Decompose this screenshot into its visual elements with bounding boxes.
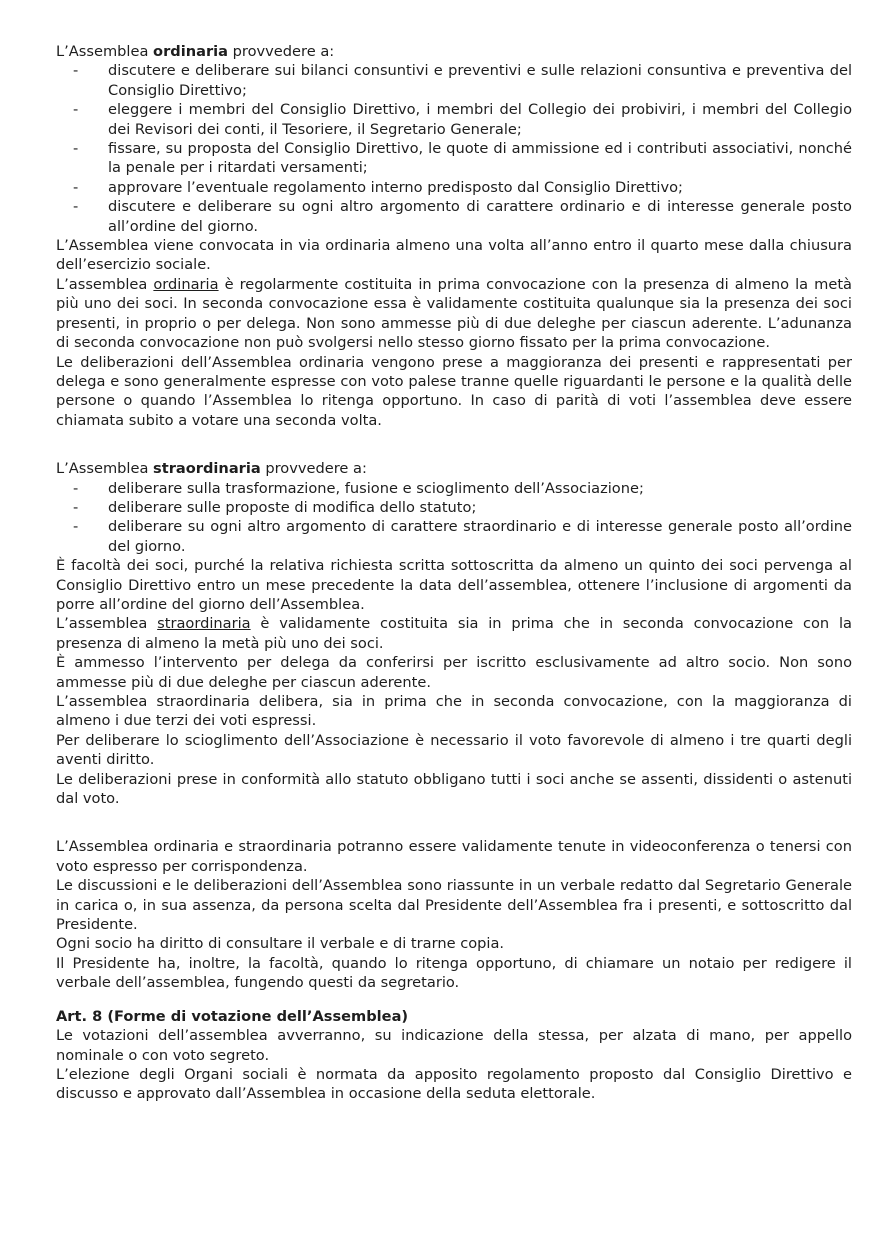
paragraph: È ammesso l’intervento per delega da conferirsi per iscritto esclusivamente ad altro socio. Non sono ammesse più di due deleghe per ciascun aderente.: [56, 654, 852, 691]
spacer: [56, 430, 852, 459]
intro-text: provvedere a:: [228, 43, 335, 60]
extraordinary-assembly-intro: [56, 459, 852, 478]
ordinary-assembly-duties-list: [56, 61, 852, 236]
paragraph: È facoltà dei soci, purché la relativa richiesta scritta sottoscritta da almeno un quinto dei soci pervenga al Consiglio Direttivo entro un mese precedente la data dell’assemblea, ottenere l’inclusione di argomenti da porre all’ordine del giorno dell’Assemblea.: [56, 557, 852, 613]
list-item-text: eleggere i membri del Consiglio Direttivo, i membri del Collegio dei probiviri, i membri del Collegio dei Revisori dei conti, il Tesoriere, il Segretario Generale;: [108, 101, 852, 138]
list-item: [56, 197, 852, 236]
paragraph: Le deliberazioni prese in conformità allo statuto obbligano tutti i soci anche se assenti, dissidenti o astenuti dal voto.: [56, 770, 852, 808]
list-item-text: discutere e deliberare su ogni altro argomento di carattere ordinario e di interesse generale posto all’ordine del giorno.: [108, 198, 852, 235]
paragraph-text: L’assemblea: [56, 615, 158, 633]
paragraph: [56, 614, 852, 653]
paragraph: Le deliberazioni dell’Assemblea ordinaria vengono prese a maggioranza dei presenti e rappresentati per delega e sono generalmente espresse con voto palese tranne quelle riguardanti le persone e la qualità delle persone o quando l’Assemblea lo ritenga opportuno. In caso di parità di voti l’assemblea deve essere chiamata subito a votare una seconda volta.: [56, 353, 852, 429]
list-item-text: fissare, su proposta del Consiglio Direttivo, le quote di ammissione ed i contributi associativi, nonché la penale per i ritardati versamenti;: [108, 140, 852, 177]
paragraph: Ogni socio ha diritto di consultare il verbale e di trarne copia.: [56, 935, 505, 953]
underlined-term: straordinaria: [157, 615, 251, 633]
paragraph: L’Assemblea ordinaria e straordinaria potranno essere validamente tenute in videoconferenza o tenersi con voto espresso per corrispondenza.: [56, 838, 852, 875]
paragraph: L’assemblea straordinaria delibera, sia in prima che in seconda convocazione, con la maggioranza di almeno i due terzi dei voti espressi.: [56, 693, 852, 730]
intro-text: L’Assemblea: [56, 460, 154, 478]
spacer: [56, 808, 852, 837]
paragraph: Il Presidente ha, inoltre, la facoltà, quando lo ritenga opportuno, di chiamare un notaio per redigere il verbale dell’assemblea, fungendo questi da segretario.: [56, 954, 852, 992]
extraordinary-assembly-duties-list: [56, 479, 852, 557]
list-item-text: deliberare sulla trasformazione, fusione e scioglimento dell’Associazione;: [108, 479, 644, 497]
paragraph: Le votazioni dell’assemblea avverranno, su indicazione della stessa, per alzata di mano, per appello nominale o con voto segreto.: [56, 1027, 852, 1064]
paragraph-text: è validamente costituita sia in prima che in seconda convocazione con la presenza di almeno la metà più uno dei soci.: [56, 615, 852, 652]
intro-bold-term: straordinaria: [153, 460, 261, 478]
list-item-text: discutere e deliberare sui bilanci consuntivi e preventivi e sulle relazioni consuntiva e preventiva del Consiglio Direttivo;: [108, 62, 852, 99]
paragraph-text: è regolarmente costituita in prima convocazione con la presenza di almeno la metà più uno dei soci. In seconda convocazione essa è validamente costituita qualunque sia la presenza dei soci presenti, in proprio o per delega. Non sono ammesse più di due deleghe per ciascun aderente. L’adunanza di seconda convocazione non può svolgersi nello stesso giorno fissato per la prima convocazione.: [56, 275, 852, 352]
list-item: [56, 100, 852, 139]
paragraph: L’elezione degli Organi sociali è normata da apposito regolamento proposto dal Consiglio Direttivo e discusso e approvato dall’Assemblea in occasione della seduta elettorale.: [56, 1065, 852, 1103]
intro-bold-term: ordinaria: [153, 43, 229, 60]
dash-bullet: -: [73, 178, 79, 196]
list-item: [56, 139, 852, 178]
underlined-term: ordinaria: [153, 275, 219, 293]
dash-bullet: -: [73, 62, 79, 80]
list-item: [56, 61, 852, 100]
intro-text: provvedere a:: [260, 460, 367, 478]
list-item-text: deliberare sulle proposte di modifica dello statuto;: [108, 498, 477, 516]
dash-bullet: -: [73, 101, 79, 119]
paragraph: L’Assemblea viene convocata in via ordinaria almeno una volta all’anno entro il quarto mese dalla chiusura dell’esercizio sociale.: [56, 237, 852, 274]
dash-bullet: -: [73, 518, 79, 536]
list-item-text: approvare l’eventuale regolamento interno predisposto dal Consiglio Direttivo;: [108, 178, 683, 196]
ordinary-assembly-intro: [56, 42, 852, 61]
paragraph-text: L’assemblea: [56, 275, 154, 293]
dash-bullet: -: [73, 498, 79, 516]
paragraph: Per deliberare lo scioglimento dell’Associazione è necessario il voto favorevole di almeno i tre quarti degli aventi diritto.: [56, 731, 852, 769]
dash-bullet: -: [73, 479, 79, 497]
paragraph: [56, 275, 852, 353]
intro-text: L’Assemblea: [56, 43, 154, 60]
list-item: [56, 517, 852, 556]
spacer: [56, 993, 852, 1007]
document-page: [56, 42, 852, 1104]
list-item: [56, 479, 852, 498]
list-item: [56, 498, 852, 517]
paragraph: Le discussioni e le deliberazioni dell’Assemblea sono riassunte in un verbale redatto dal Segretario Generale in carica o, in sua assenza, da persona scelta dal Presidente dell’Assemblea fra i presenti, e sottoscritto dal Presidente.: [56, 877, 852, 934]
dash-bullet: -: [73, 140, 79, 158]
dash-bullet: -: [73, 198, 79, 216]
article-heading: Art. 8 (Forme di votazione dell’Assemblea): [56, 1007, 409, 1025]
list-item-text: deliberare su ogni altro argomento di carattere straordinario e di interesse generale posto all’ordine del giorno.: [108, 518, 852, 555]
list-item: [56, 178, 852, 197]
